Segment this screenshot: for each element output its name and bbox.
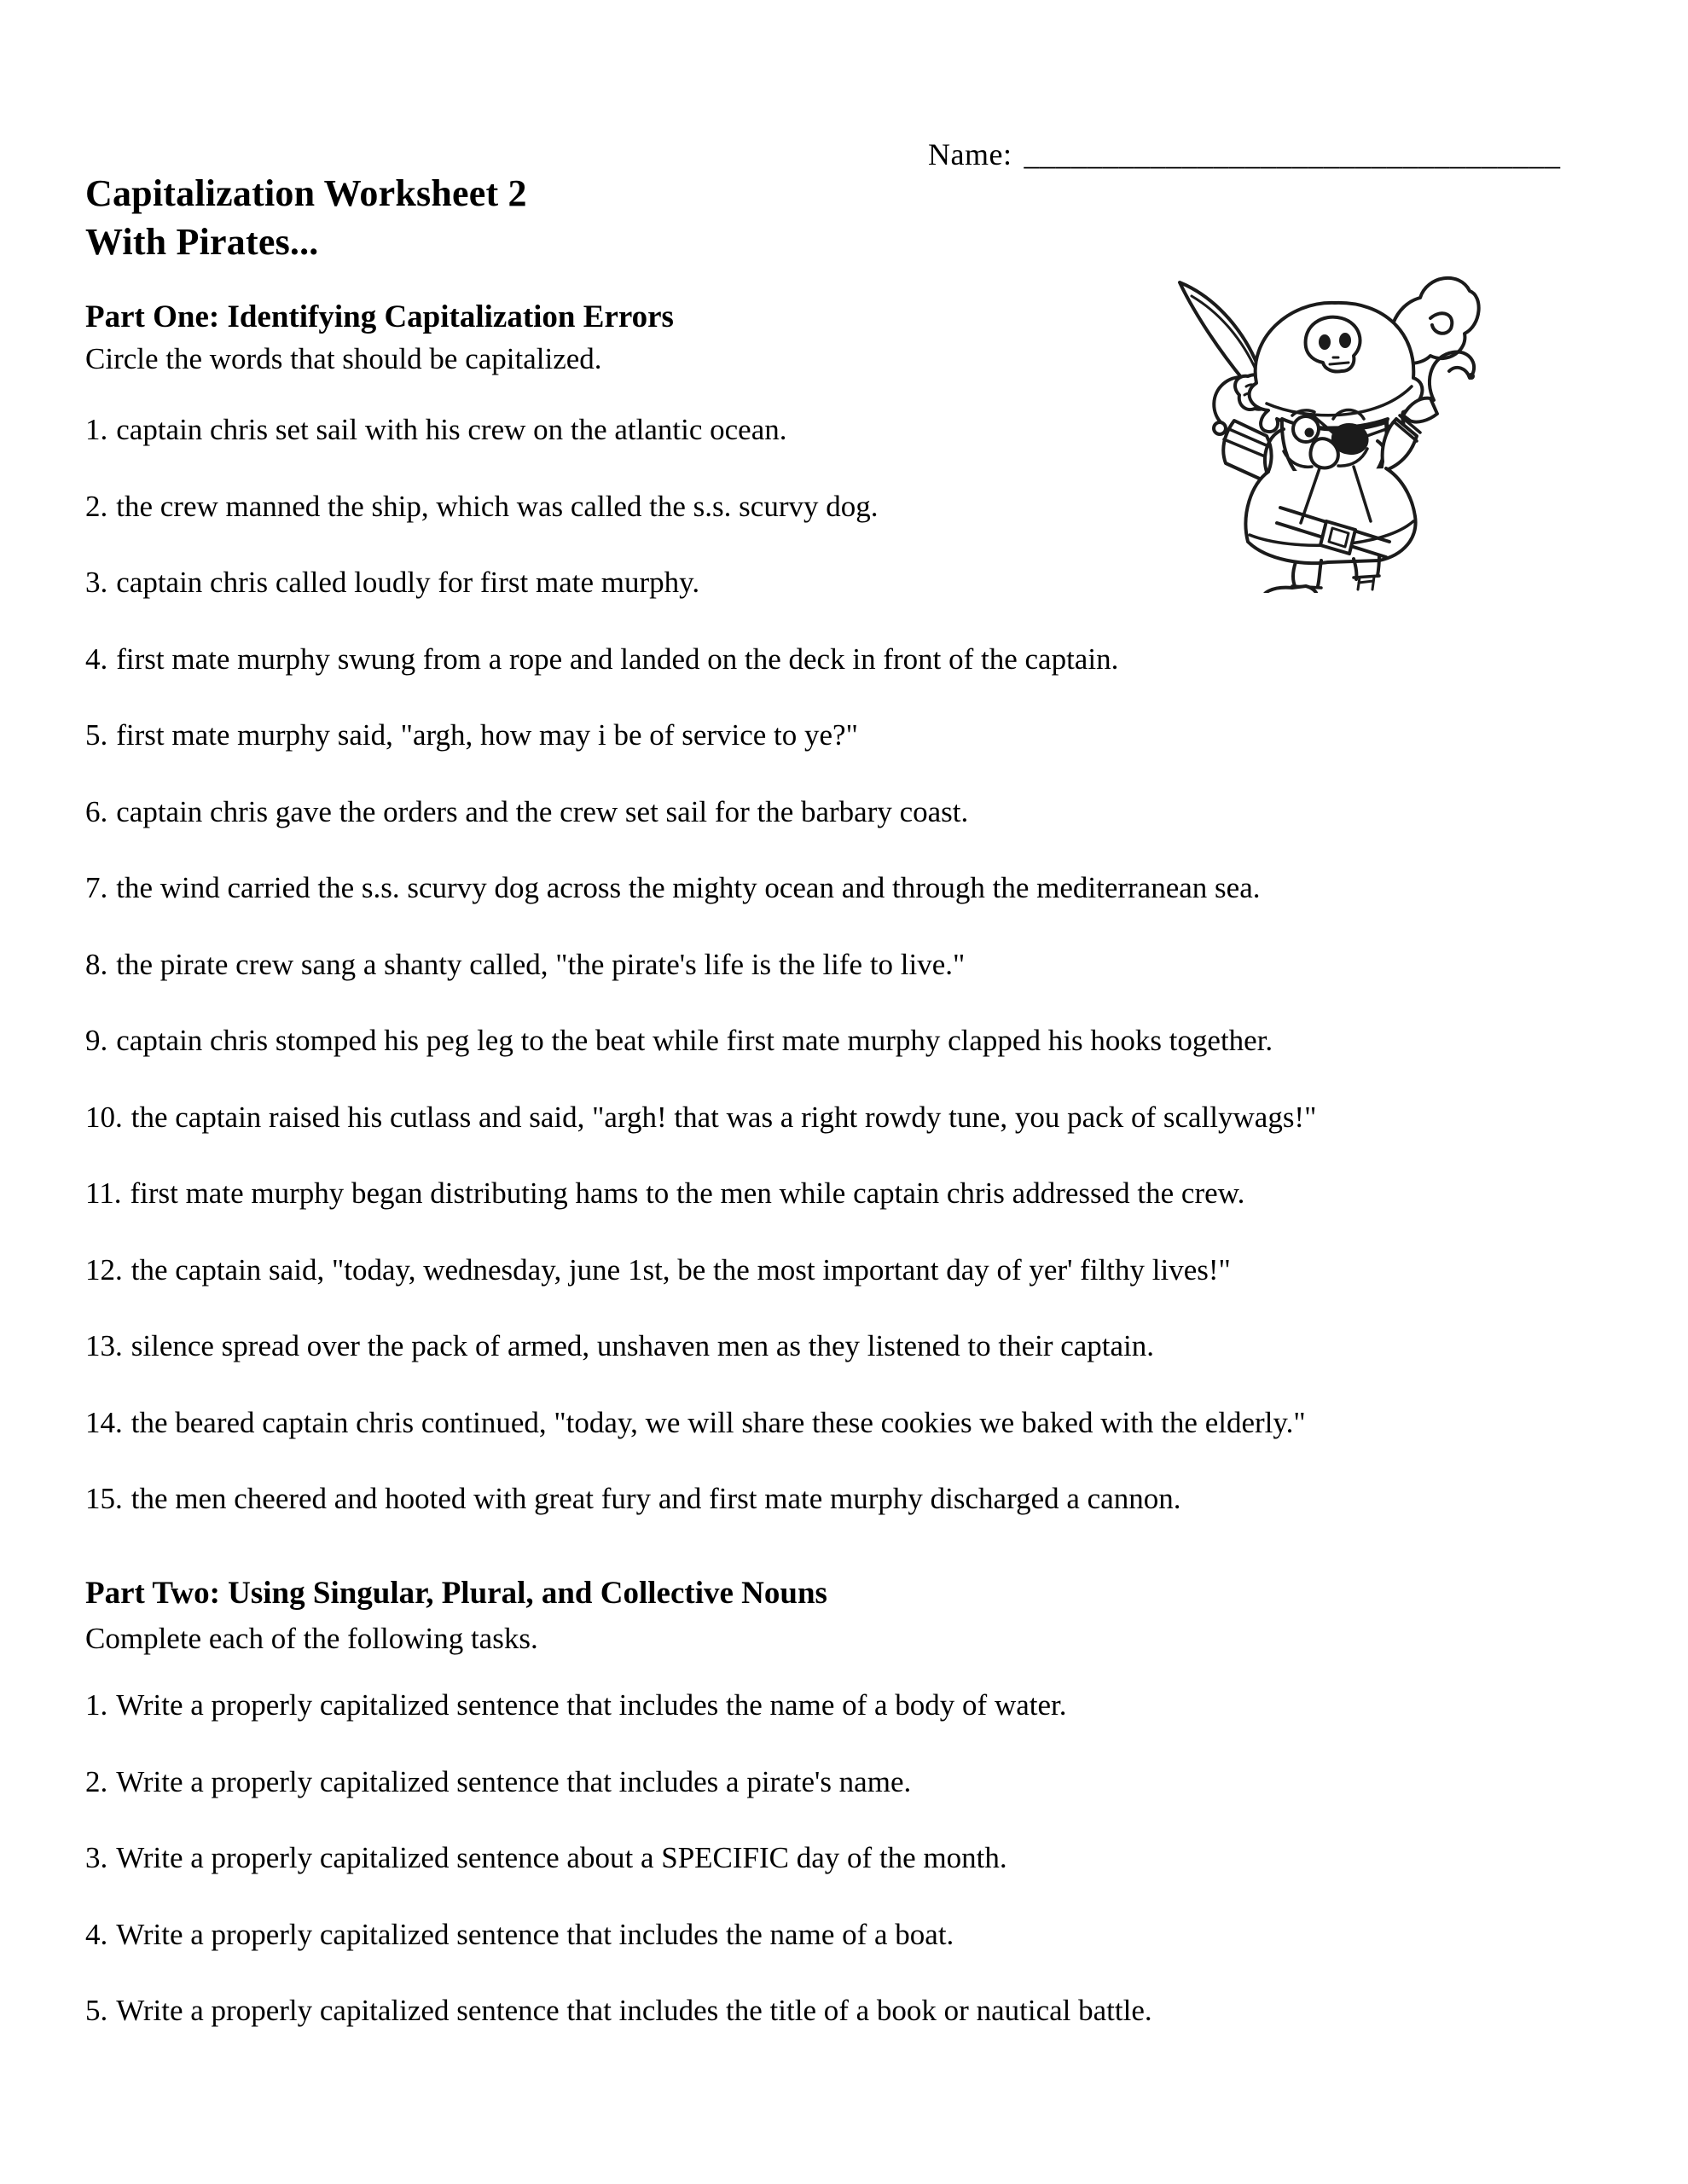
item-number: 5.	[85, 1994, 108, 2027]
item-text: Write a properly capitalized sentence that includes the title of a book or nautical battle.	[116, 1994, 1152, 2027]
worksheet-sentence	[85, 1252, 1654, 1289]
item-text: captain chris set sail with his crew on the atlantic ocean.	[116, 413, 787, 446]
item-number: 9.	[85, 1024, 108, 1057]
item-number: 10.	[85, 1100, 123, 1134]
worksheet-task	[85, 1763, 1654, 1801]
worksheet-sentence	[85, 1175, 1654, 1212]
part-two-instructions: Complete each of the following tasks.	[85, 1622, 538, 1655]
item-number: 4.	[85, 1917, 108, 1951]
item-number: 4.	[85, 642, 108, 676]
worksheet-sentence	[85, 1404, 1654, 1442]
item-text: the wind carried the s.s. scurvy dog across the mighty ocean and through the mediterranean sea.	[116, 871, 1261, 904]
item-number: 3.	[85, 566, 108, 599]
name-blank-line: __________________________________	[1024, 137, 1561, 171]
item-text: Write a properly capitalized sentence that includes the name of a body of water.	[116, 1688, 1067, 1722]
worksheet-task	[85, 1916, 1654, 1954]
item-text: captain chris gave the orders and the crew set sail for the barbary coast.	[116, 794, 969, 828]
item-text: Write a properly capitalized sentence that includes the name of a boat.	[116, 1917, 954, 1951]
part-one-instructions: Circle the words that should be capitalized.	[85, 342, 602, 375]
title-line-2: With Pirates...	[85, 221, 319, 263]
item-text: captain chris stomped his peg leg to the beat while first mate murphy clapped his hooks together.	[116, 1024, 1273, 1057]
item-text: first mate murphy said, "argh, how may i be of service to ye?"	[116, 718, 858, 752]
worksheet-sentence	[85, 1327, 1654, 1365]
item-number: 6.	[85, 794, 108, 828]
item-number: 2.	[85, 1764, 108, 1798]
worksheet-sentence	[85, 717, 1654, 754]
item-number: 13.	[85, 1329, 123, 1362]
item-text: first mate murphy swung from a rope and landed on the deck in front of the captain.	[116, 642, 1119, 676]
worksheet-sentence	[85, 869, 1654, 907]
worksheet-task	[85, 1992, 1654, 2030]
item-text: the crew manned the ship, which was called the s.s. scurvy dog.	[116, 489, 879, 523]
item-text: silence spread over the pack of armed, unshaven men as they listened to their captain.	[131, 1329, 1155, 1362]
item-text: the captain said, "today, wednesday, june 1st, be the most important day of yer' filthy lives!"	[131, 1252, 1231, 1287]
item-text: captain chris called loudly for first mate murphy.	[116, 566, 700, 599]
part-one-heading: Part One: Identifying Capitalization Errors	[85, 299, 674, 334]
worksheet-sentence	[85, 1022, 1654, 1060]
worksheet-task	[85, 1839, 1654, 1877]
name-line	[928, 136, 1560, 172]
part-two-item-list	[85, 1687, 1654, 2069]
item-text: Write a properly capitalized sentence that includes a pirate's name.	[116, 1764, 912, 1798]
item-text: the beared captain chris continued, "today, we will share these cookies we baked with the elderly."	[131, 1405, 1306, 1439]
part-one-item-list	[85, 411, 1654, 1557]
worksheet-sentence	[85, 1480, 1654, 1518]
item-number: 15.	[85, 1482, 123, 1515]
item-text: the captain raised his cutlass and said, "argh! that was a right rowdy tune, you pack of scallywags!"	[131, 1100, 1317, 1134]
worksheet-sentence	[85, 793, 1654, 831]
worksheet-task	[85, 1687, 1654, 1724]
item-number: 12.	[85, 1252, 123, 1287]
worksheet-sentence	[85, 488, 1654, 526]
page-title	[85, 169, 527, 266]
worksheet-sentence	[85, 946, 1654, 984]
item-number: 14.	[85, 1405, 123, 1439]
item-number: 3.	[85, 1841, 108, 1874]
item-number: 5.	[85, 718, 108, 752]
item-text: Write a properly capitalized sentence about a SPECIFIC day of the month.	[116, 1841, 1007, 1874]
title-line-1: Capitalization Worksheet 2	[85, 172, 527, 214]
item-number: 1.	[85, 413, 108, 446]
item-number: 2.	[85, 489, 108, 523]
worksheet-sentence	[85, 564, 1654, 601]
item-text: first mate murphy began distributing hams to the men while captain chris addressed the crew.	[130, 1176, 1245, 1210]
item-number: 8.	[85, 947, 108, 981]
item-text: the men cheered and hooted with great fury and first mate murphy discharged a cannon.	[131, 1482, 1181, 1515]
name-label: Name:	[928, 137, 1012, 171]
worksheet-sentence	[85, 1099, 1654, 1136]
item-text: the pirate crew sang a shanty called, "the pirate's life is the life to live."	[116, 947, 966, 981]
part-two-heading: Part Two: Using Singular, Plural, and Collective Nouns	[85, 1576, 827, 1611]
item-number: 11.	[85, 1176, 122, 1210]
worksheet-sentence	[85, 411, 1654, 449]
worksheet-sentence	[85, 641, 1654, 678]
item-number: 1.	[85, 1688, 108, 1722]
item-number: 7.	[85, 871, 108, 904]
